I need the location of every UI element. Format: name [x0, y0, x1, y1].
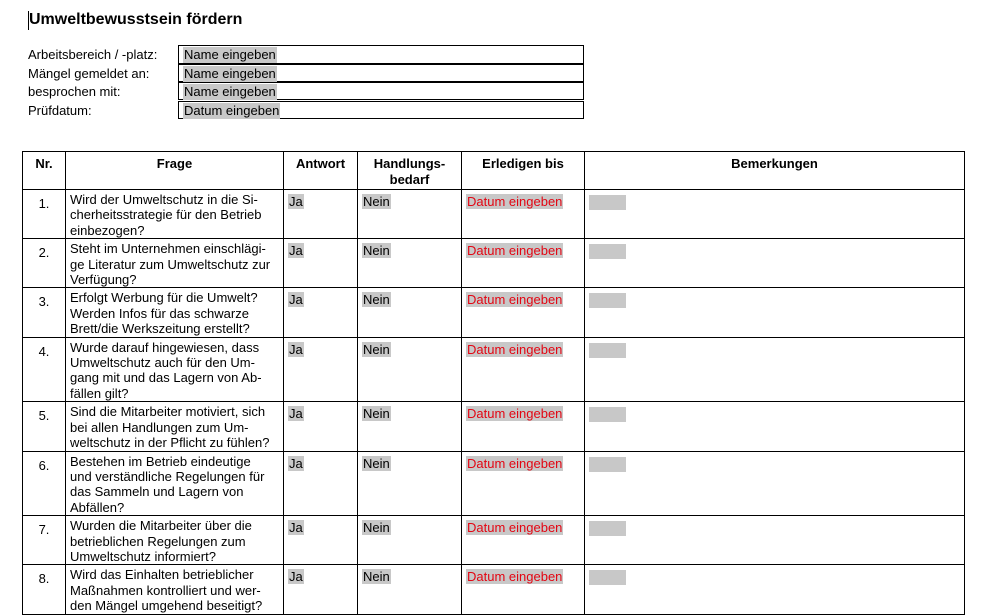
erledigen-bis-date-cell [462, 402, 585, 451]
header-erledigen-bis: Erledigen bis [462, 152, 585, 190]
question-cell [66, 288, 284, 337]
question-line: betrieblichen Regelungen zum [70, 533, 246, 549]
arbeitsbereich-field[interactable]: Name eingeben [184, 47, 276, 62]
bemerkungen-input[interactable] [589, 195, 626, 210]
question-cell [66, 190, 284, 239]
question-line: gang mit und das Lagern von Ab- [70, 370, 262, 386]
question-line: weltschutz in der Pflicht zu fühlen? [70, 435, 270, 451]
row-number: 3. [23, 288, 66, 337]
question-line: cherheitsstrategie für den Betrieb [70, 207, 262, 223]
antwort-dropdown-field[interactable]: Ja [289, 194, 303, 209]
erledigen-bis-date-field[interactable]: Datum eingeben [467, 569, 563, 585]
question-cell [66, 337, 284, 402]
question-cell [66, 565, 284, 614]
info-label-maengel: Mängel gemeldet an: [28, 66, 150, 81]
bemerkungen-cell [585, 565, 965, 614]
handlungsbedarf-dropdown-cell [358, 337, 462, 402]
antwort-dropdown-field[interactable]: Ja [289, 520, 303, 536]
question-line: Umweltschutz auch für den Um- [70, 355, 255, 371]
erledigen-bis-date-field[interactable]: Datum eingeben [467, 520, 563, 536]
question-line: Steht im Unternehmen einschlägi- [70, 241, 266, 257]
antwort-dropdown-field[interactable]: Ja [289, 406, 303, 422]
bemerkungen-input[interactable] [589, 293, 626, 308]
question-line: Erfolgt Werbung für die Umwelt? [70, 290, 258, 306]
erledigen-bis-date-field[interactable]: Datum eingeben [467, 455, 563, 471]
handlungsbedarf-dropdown-field[interactable]: Nein [363, 406, 390, 422]
handlungsbedarf-dropdown-field[interactable]: Nein [363, 194, 390, 209]
header-handlungsbedarf-line1: Handlungs- [373, 156, 446, 171]
handlungsbedarf-dropdown-cell [358, 402, 462, 451]
antwort-dropdown-cell [284, 190, 358, 239]
page-title: Umweltbewusstsein fördern [29, 11, 243, 28]
info-label-pruefdatum: Prüfdatum: [28, 103, 92, 118]
handlungsbedarf-dropdown-field[interactable]: Nein [363, 341, 390, 357]
bemerkungen-cell [585, 190, 965, 239]
bemerkungen-cell [585, 451, 965, 516]
handlungsbedarf-dropdown-cell [358, 190, 462, 239]
table-row [23, 516, 965, 565]
question-line: den Mängel umgehend beseitigt? [70, 598, 263, 614]
question-line: Verfügung? [70, 272, 137, 288]
antwort-dropdown-cell [284, 337, 358, 402]
erledigen-bis-date-cell [462, 337, 585, 402]
checklist-table [22, 151, 965, 615]
row-number: 8. [23, 565, 66, 614]
erledigen-bis-date-cell [462, 190, 585, 239]
question-line: Wird der Umweltschutz in die Si- [70, 192, 258, 207]
maengel-gemeldet-field[interactable]: Name eingeben [184, 66, 276, 81]
table-row [23, 337, 965, 402]
question-line: Umweltschutz informiert? [70, 548, 216, 564]
bemerkungen-input[interactable] [589, 570, 626, 585]
table-row [23, 402, 965, 451]
header-nr: Nr. [23, 152, 66, 190]
erledigen-bis-date-field[interactable]: Datum eingeben [467, 406, 563, 422]
table-row [23, 451, 965, 516]
row-number: 6. [23, 451, 66, 516]
info-label-arbeitsbereich: Arbeitsbereich / -platz: [28, 47, 158, 62]
info-box-maengel[interactable] [178, 64, 584, 82]
row-number: 7. [23, 516, 66, 565]
info-label-besprochen: besprochen mit: [28, 84, 121, 99]
handlungsbedarf-dropdown-cell [358, 288, 462, 337]
table-row [23, 239, 965, 288]
question-line: Bestehen im Betrieb eindeutige [70, 453, 251, 469]
row-number: 1. [23, 190, 66, 239]
question-line: ge Literatur zum Umweltschutz zur [70, 256, 271, 272]
table-body [23, 190, 965, 615]
question-line: Abfällen? [70, 499, 125, 515]
handlungsbedarf-dropdown-field[interactable]: Nein [363, 243, 390, 259]
antwort-dropdown-field[interactable]: Ja [289, 292, 303, 308]
bemerkungen-input[interactable] [589, 457, 626, 472]
question-line: Wurden die Mitarbeiter über die [70, 518, 252, 534]
antwort-dropdown-cell [284, 239, 358, 288]
erledigen-bis-date-field[interactable]: Datum eingeben [467, 243, 563, 259]
handlungsbedarf-dropdown-cell [358, 516, 462, 565]
handlungsbedarf-dropdown-cell [358, 239, 462, 288]
besprochen-mit-field[interactable]: Name eingeben [184, 84, 276, 99]
header-frage: Frage [66, 152, 284, 190]
antwort-dropdown-cell [284, 402, 358, 451]
header-handlungsbedarf-line2: bedarf [389, 172, 430, 187]
erledigen-bis-date-cell [462, 239, 585, 288]
erledigen-bis-date-cell [462, 516, 585, 565]
header-bemerkungen: Bemerkungen [585, 152, 965, 190]
question-line: bei allen Handlungen zum Um- [70, 419, 249, 435]
antwort-dropdown-field[interactable]: Ja [289, 455, 303, 471]
bemerkungen-cell [585, 288, 965, 337]
handlungsbedarf-dropdown-field[interactable]: Nein [363, 292, 390, 308]
question-line: einbezogen? [70, 222, 145, 238]
question-line: Wird das Einhalten betrieblicher [70, 567, 254, 583]
question-line: Werden Infos für das schwarze [70, 305, 249, 321]
antwort-dropdown-cell [284, 565, 358, 614]
question-cell [66, 239, 284, 288]
question-line: fällen gilt? [70, 385, 129, 401]
erledigen-bis-date-cell [462, 565, 585, 614]
bemerkungen-cell [585, 402, 965, 451]
question-line: Sind die Mitarbeiter motiviert, sich [70, 404, 266, 420]
row-number: 4. [23, 337, 66, 402]
erledigen-bis-date-cell [462, 451, 585, 516]
bemerkungen-cell [585, 337, 965, 402]
handlungsbedarf-dropdown-field[interactable]: Nein [363, 569, 390, 585]
handlungsbedarf-dropdown-field[interactable]: Nein [363, 520, 390, 536]
erledigen-bis-date-cell [462, 288, 585, 337]
table-row [23, 190, 965, 239]
question-line: das Sammeln und Lagern von [70, 484, 244, 500]
handlungsbedarf-dropdown-cell [358, 565, 462, 614]
bemerkungen-cell [585, 239, 965, 288]
bemerkungen-input[interactable] [589, 244, 626, 259]
handlungsbedarf-dropdown-field[interactable]: Nein [363, 455, 390, 471]
question-line: und verständliche Regelungen für [70, 468, 265, 484]
handlungsbedarf-dropdown-cell [358, 451, 462, 516]
question-line: Wurde darauf hingewiesen, dass [70, 339, 260, 355]
info-box-arbeitsbereich[interactable] [178, 45, 584, 64]
question-cell [66, 516, 284, 565]
question-cell [66, 451, 284, 516]
row-number: 5. [23, 402, 66, 451]
header-antwort: Antwort [284, 152, 358, 190]
erledigen-bis-date-field[interactable]: Datum eingeben [467, 194, 563, 209]
antwort-dropdown-cell [284, 451, 358, 516]
antwort-dropdown-field[interactable]: Ja [289, 341, 303, 357]
question-line: Brett/die Werkszeitung erstellt? [70, 321, 250, 337]
table-row [23, 288, 965, 337]
antwort-dropdown-field[interactable]: Ja [289, 243, 303, 259]
antwort-dropdown-cell [284, 516, 358, 565]
row-number: 2. [23, 239, 66, 288]
erledigen-bis-date-field[interactable]: Datum eingeben [467, 292, 563, 308]
bemerkungen-cell [585, 516, 965, 565]
bemerkungen-input[interactable] [589, 521, 626, 536]
table-header-row [23, 152, 965, 190]
header-handlungsbedarf [358, 152, 462, 190]
antwort-dropdown-cell [284, 288, 358, 337]
info-box-pruefdatum[interactable] [178, 101, 584, 119]
info-box-besprochen[interactable] [178, 82, 584, 100]
bemerkungen-input[interactable] [589, 343, 626, 358]
erledigen-bis-date-field[interactable]: Datum eingeben [467, 341, 563, 357]
bemerkungen-input[interactable] [589, 407, 626, 422]
question-cell [66, 402, 284, 451]
antwort-dropdown-field[interactable]: Ja [289, 569, 303, 585]
pruefdatum-field[interactable]: Datum eingeben [184, 103, 280, 118]
table-row [23, 565, 965, 614]
question-line: Maßnahmen kontrolliert und wer- [70, 582, 261, 598]
